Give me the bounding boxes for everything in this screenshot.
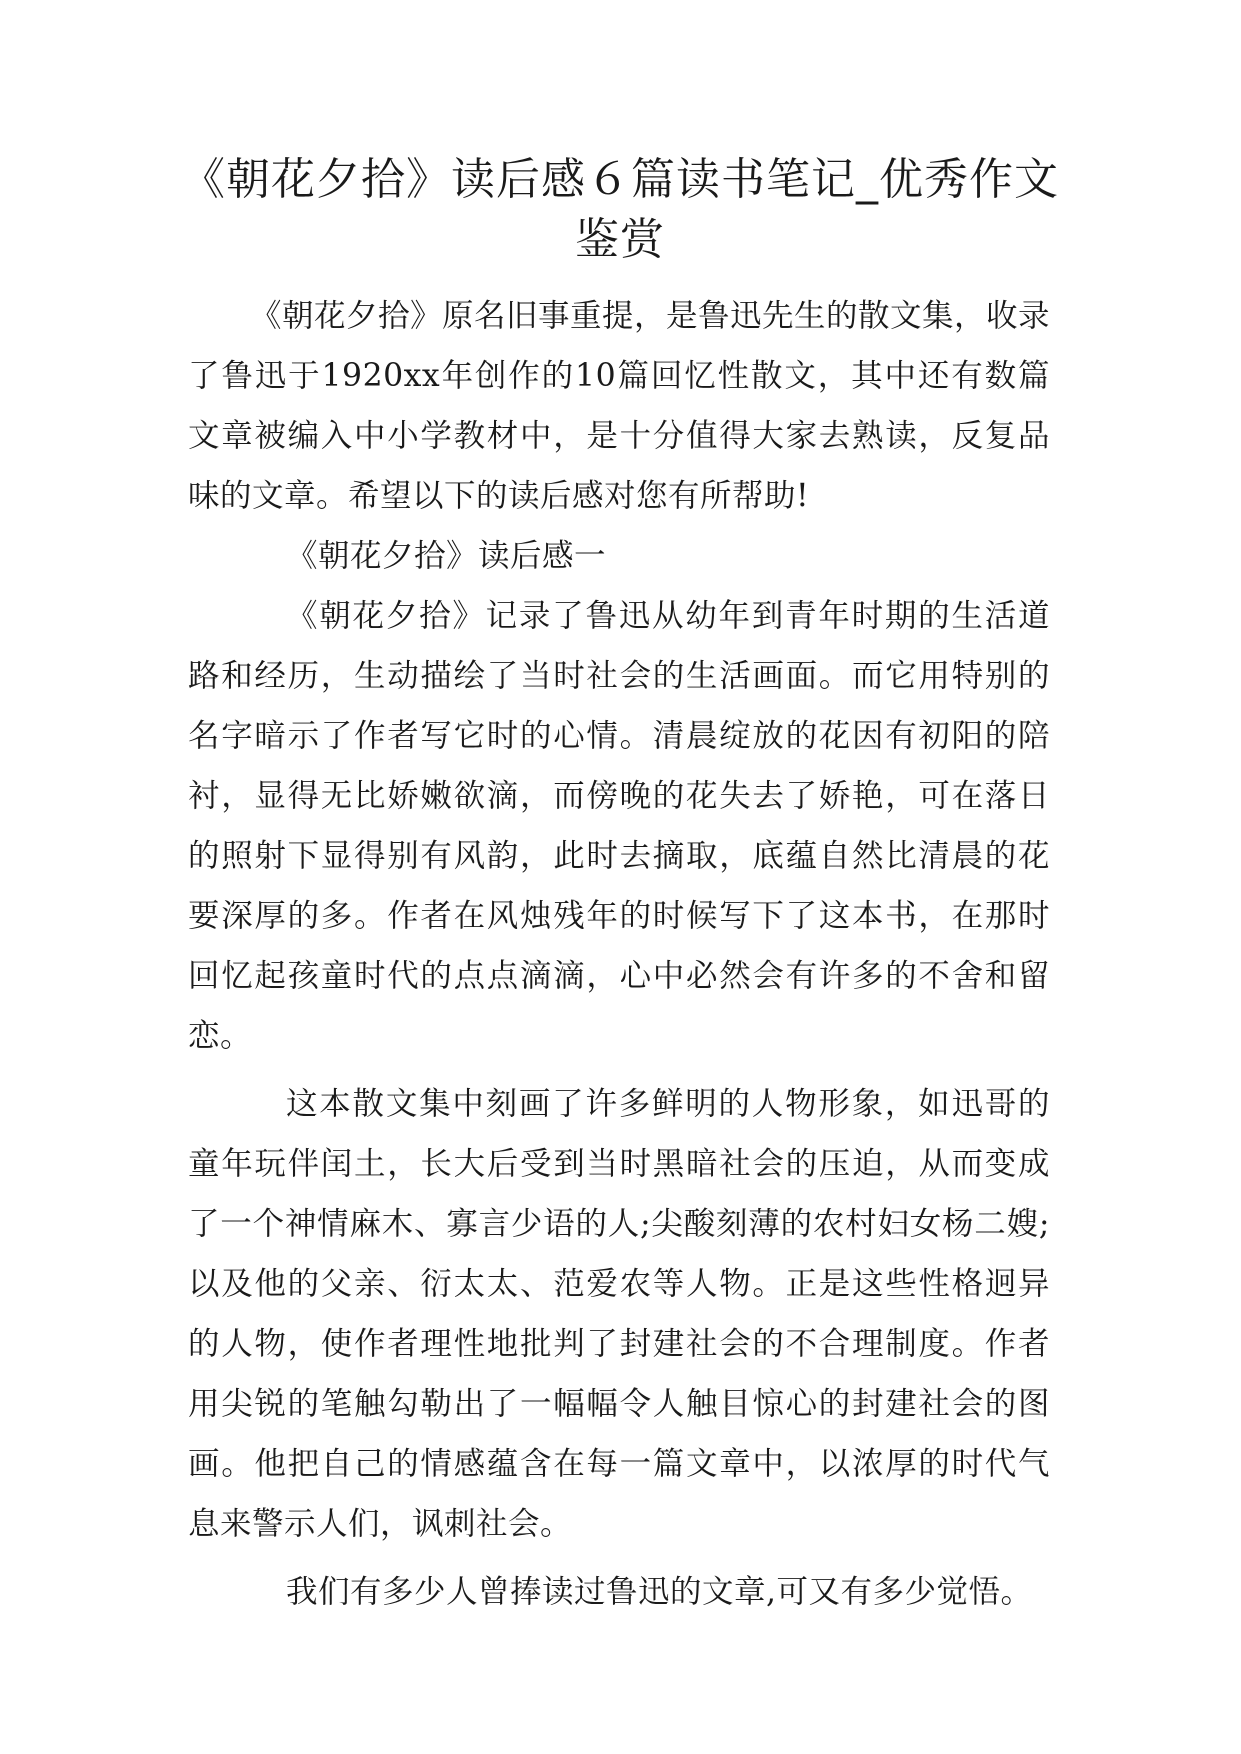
body-paragraph: 我们有多少人曾捧读过鲁迅的文章,可又有多少觉悟。 (286, 1574, 1033, 1610)
body-paragraph: 这本散文集中刻画了许多鲜明的人物形象，如迅哥的童年玩伴闰土，长大后受到当时黑暗社会的压迫，从而变成了一个神情麻木、寡言少语的人;尖酸刻薄的农村妇女杨二嫂;以及他的父亲、衍太太、范爱农等人物。正是这些性格迥异的人物，使作者理性地批判了封建社会的不合理制度。作者用尖锐的笔触勾勒出了一幅幅令人触目惊心的封建社会的图画。他把自己的情感蕴含在每一篇文章中，以浓厚的时代气息来警示人们，讽刺社会。 (188, 1086, 1050, 1542)
document-title: 《朝花夕拾》读后感６篇读书笔记_优秀作文鉴赏 (181, 154, 1059, 265)
section-heading: 《朝花夕拾》读后感一 (286, 538, 607, 574)
intro-paragraph: 《朝花夕拾》原名旧事重提，是鲁迅先生的散文集，收录了鲁迅于1920xx年创作的10篇回忆性散文，其中还有数篇文章被编入中小学教材中，是十分值得大家去熟读，反复品味的文章。希望以下的读后感对您有所帮助! (188, 298, 1051, 514)
body-paragraph: 《朝花夕拾》记录了鲁迅从幼年到青年时期的生活道路和经历，生动描绘了当时社会的生活画面。而它用特别的名字暗示了作者写它时的心情。清晨绽放的花因有初阳的陪衬，显得无比娇嫩欲滴，而傍晚的花失去了娇艳，可在落日的照射下显得别有风韵，此时去摘取，底蕴自然比清晨的花要深厚的多。作者在风烛残年的时候写下了这本书，在那时回忆起孩童时代的点点滴滴，心中必然会有许多的不舍和留恋。 (188, 598, 1050, 1054)
document-body (188, 286, 1050, 1622)
